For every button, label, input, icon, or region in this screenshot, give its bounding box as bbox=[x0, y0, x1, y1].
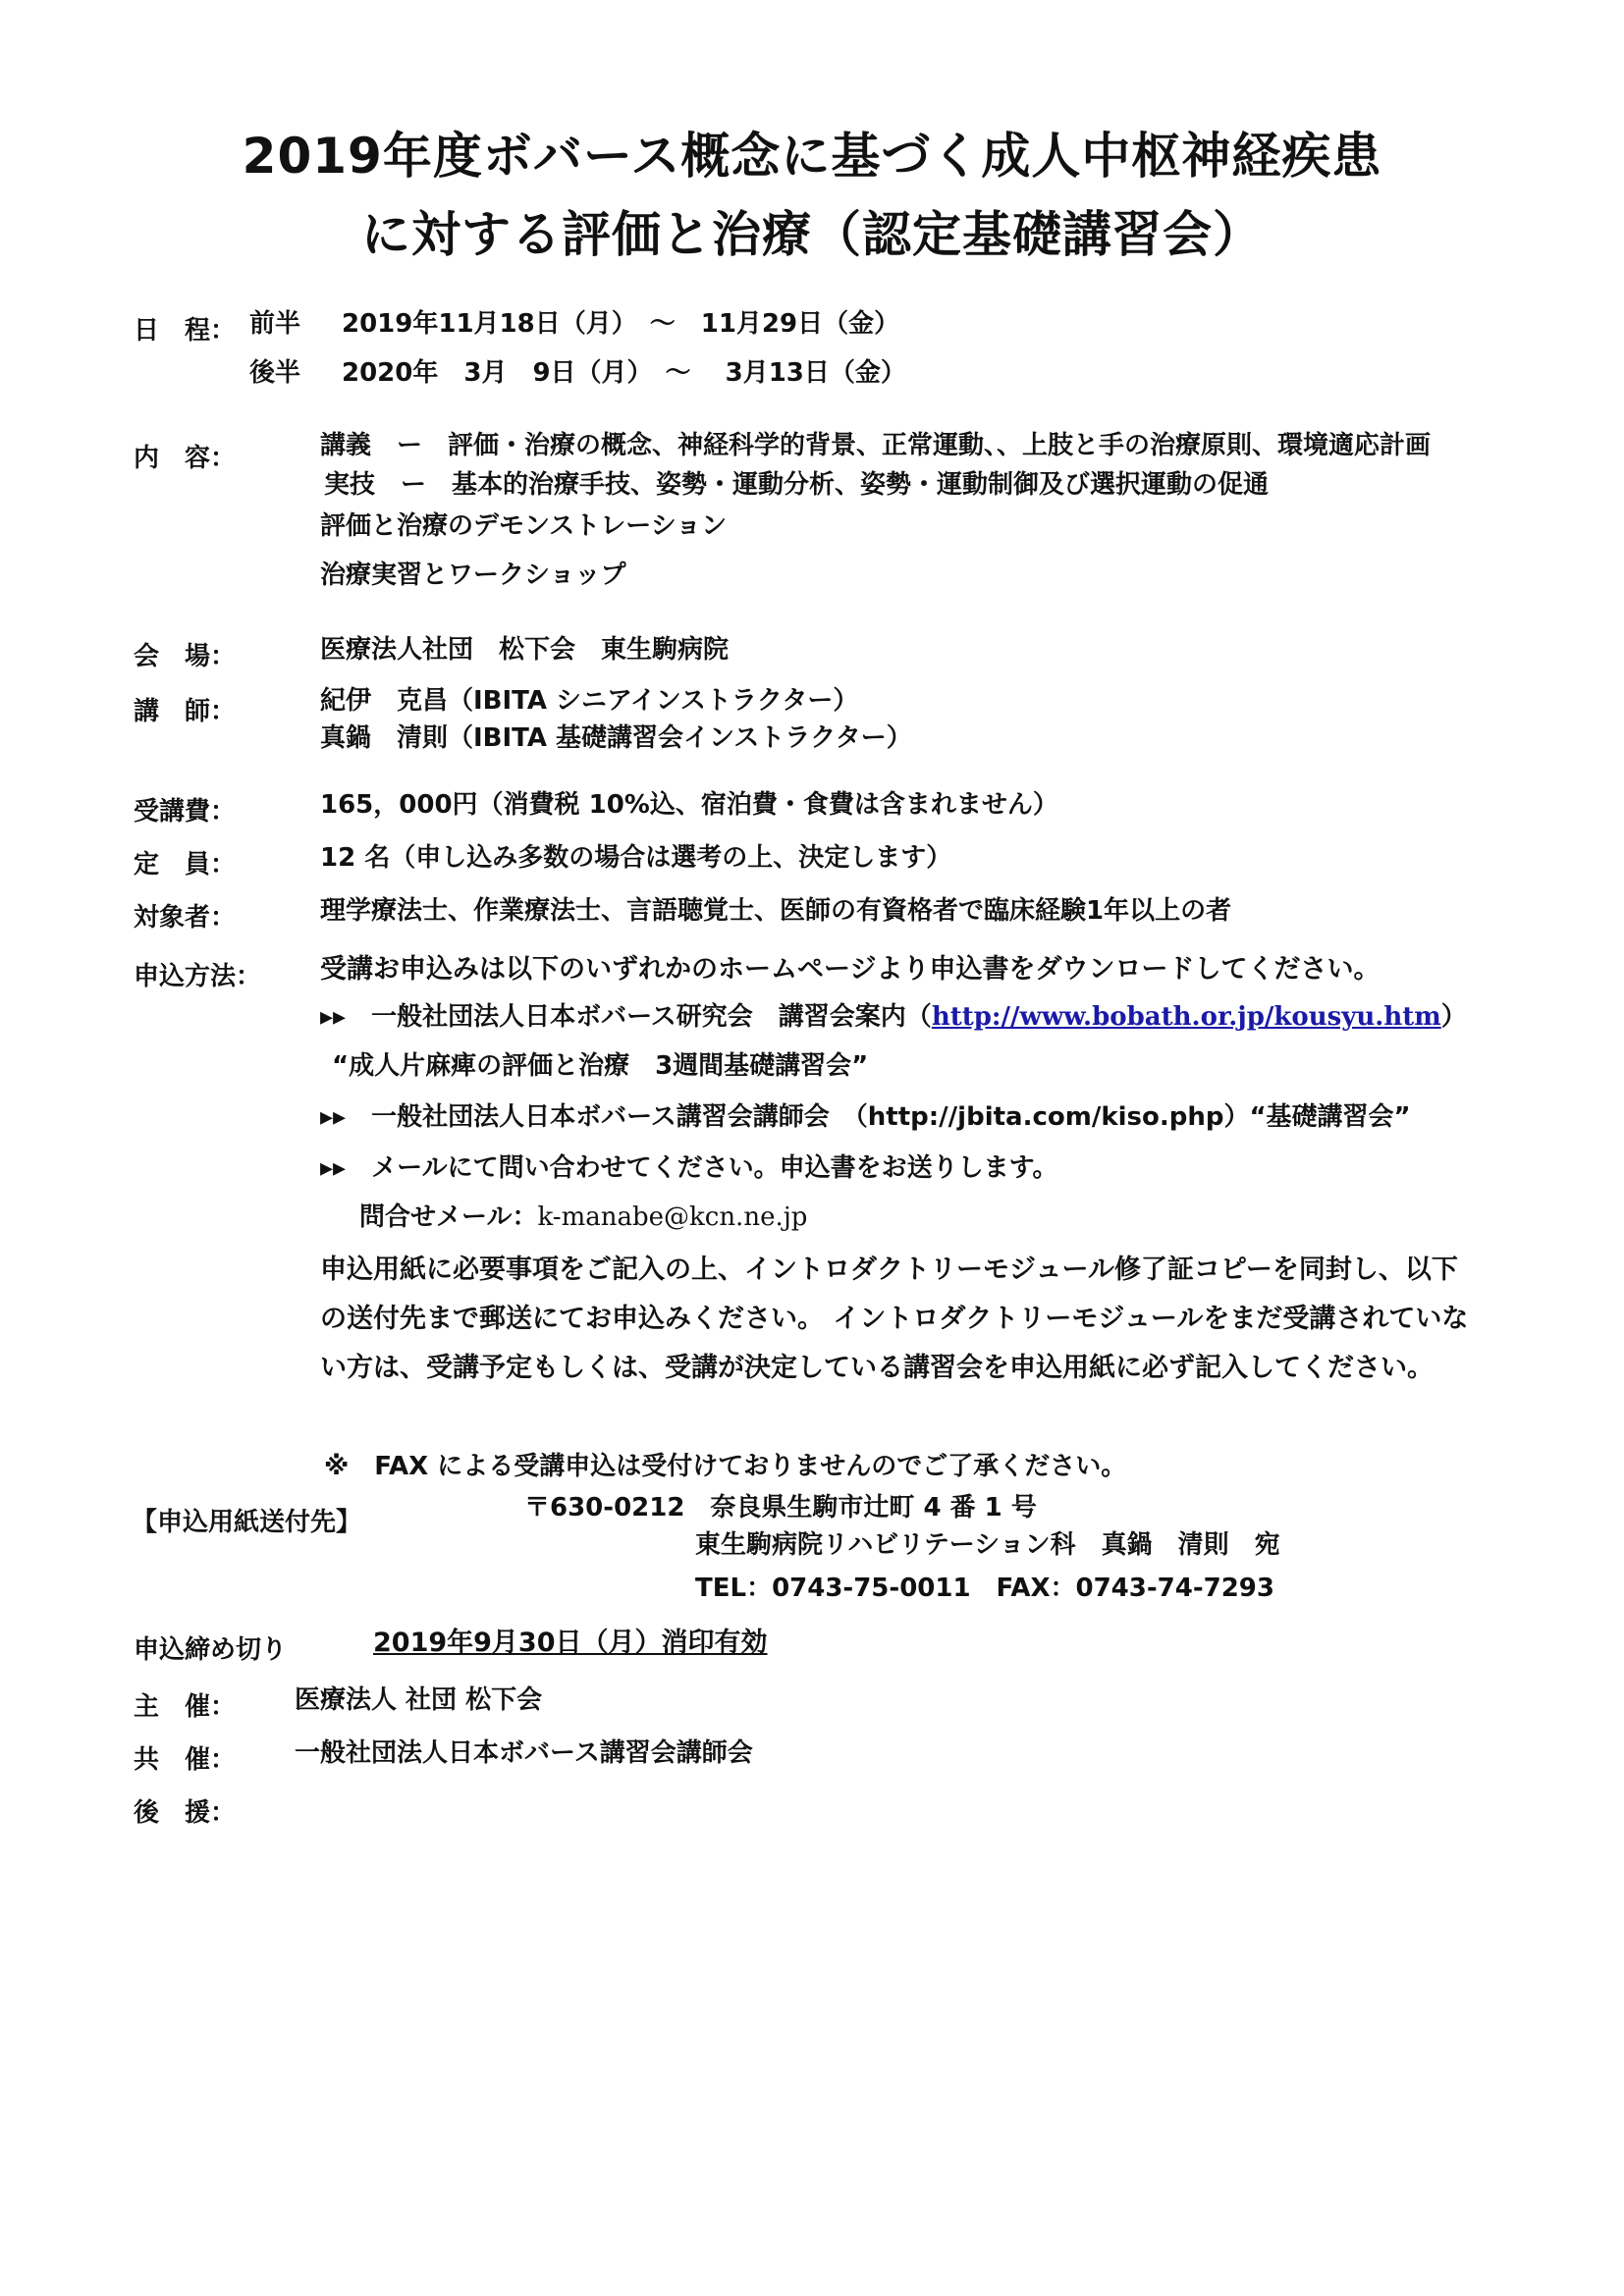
email-row bbox=[359, 1203, 807, 1233]
capacity-label: 定 員： bbox=[134, 850, 237, 880]
schedule-second-dates: 2020年 3月 9日（月） ～ 3月13日（金） bbox=[342, 358, 906, 388]
schedule-first-label: 前半 bbox=[249, 309, 301, 339]
cosponsor-value: 一般社団法人日本ボバース講習会講師会 bbox=[295, 1738, 753, 1768]
application-item-3: ▸▸ メールにて問い合わせてください。申込書をお送りします。 bbox=[320, 1153, 1058, 1183]
application-item-1 bbox=[320, 1003, 1467, 1033]
email-label: 問合せメール： bbox=[359, 1202, 538, 1232]
title-line-2: に対する評価と治療（認定基礎講習会） bbox=[361, 206, 1263, 263]
content-label: 内 容： bbox=[134, 444, 237, 473]
content-line-1: 講義 ー 評価・治療の概念、神経科学的背景、正常運動、、上肢と手の治療原則、環境適応計画 bbox=[320, 431, 1432, 460]
application-para-1: 申込用紙に必要事項をご記入の上、イントロダクトリーモジュール修了証コピーを同封し、以下 bbox=[320, 1255, 1458, 1285]
fee-label: 受講費： bbox=[134, 797, 237, 827]
mailing-address-2: 東生駒病院リハビリテーション科 真鍋 清則 宛 bbox=[695, 1530, 1280, 1560]
application-item-1-sub: “成人片麻痺の評価と治療 3週間基礎講習会” bbox=[332, 1051, 869, 1081]
venue-label: 会 場： bbox=[134, 642, 237, 671]
deadline-value: 2019年9月30日（月）消印有効 bbox=[373, 1628, 768, 1658]
content-line-4: 治療実習とワークショップ bbox=[320, 561, 626, 590]
application-intro: 受講お申込みは以下のいずれかのホームページより申込書をダウンロードしてください。 bbox=[320, 954, 1380, 985]
schedule-second-label: 後半 bbox=[249, 358, 301, 388]
content-line-2: 実技 ー 基本的治療手技、姿勢・運動分析、姿勢・運動制御及び選択運動の促通 bbox=[324, 470, 1270, 500]
capacity-value: 12 名（申し込み多数の場合は選考の上、決定します） bbox=[320, 843, 952, 873]
instructor-1: 紀伊 克昌（IBITA シニアインストラクター） bbox=[320, 686, 859, 716]
venue-value: 医療法人社団 松下会 東生駒病院 bbox=[320, 635, 730, 665]
application-item-1-suffix: ） bbox=[1440, 1002, 1467, 1032]
mailing-address-1: 〒630-0212 奈良県生駒市辻町 4 番 1 号 bbox=[524, 1493, 1037, 1522]
target-label: 対象者： bbox=[134, 903, 237, 933]
application-item-1-prefix: ▸▸ 一般社団法人日本ボバース研究会 講習会案内（ bbox=[320, 1002, 932, 1032]
application-para-2: の送付先まで郵送にてお申込みください。 イントロダクトリーモジュールをまだ受講されていな bbox=[320, 1304, 1469, 1334]
fax-note: ※ FAX による受講申込は受付けておりませんのでご了承ください。 bbox=[324, 1452, 1127, 1481]
email-address[interactable]: k-manabe@kcn.ne.jp bbox=[537, 1202, 808, 1232]
schedule-label: 日 程： bbox=[134, 316, 237, 346]
bobath-link[interactable]: http://www.bobath.or.jp/kousyu.htm bbox=[931, 1002, 1441, 1032]
application-label: 申込方法： bbox=[134, 962, 262, 991]
fee-value: 165，000円（消費税 10%込、宿泊費・食費は含まれません） bbox=[320, 790, 1058, 820]
schedule-first-dates: 2019年11月18日（月） ～ 11月29日（金） bbox=[342, 309, 900, 339]
application-para-3: い方は、受講予定もしくは、受講が決定している講習会を申込用紙に必ず記入してください。 bbox=[320, 1353, 1434, 1383]
instructors-label: 講 師： bbox=[134, 697, 237, 726]
organizer-label: 主 催： bbox=[134, 1692, 237, 1722]
deadline-label: 申込締め切り bbox=[134, 1635, 288, 1665]
mailing-phone: TEL：0743-75-0011 FAX：0743-74-7293 bbox=[695, 1574, 1274, 1603]
cosponsor-label: 共 催： bbox=[134, 1745, 237, 1775]
content-line-3: 評価と治療のデモンストレーション bbox=[320, 511, 728, 541]
support-label: 後 援： bbox=[134, 1798, 237, 1828]
title-line-1: 2019年度ボバース概念に基づく成人中枢神経疾患 bbox=[242, 128, 1382, 185]
target-value: 理学療法士、作業療法士、言語聴覚士、医師の有資格者で臨床経験1年以上の者 bbox=[320, 896, 1232, 926]
instructor-2: 真鍋 清則（IBITA 基礎講習会インストラクター） bbox=[320, 723, 912, 753]
application-item-2: ▸▸ 一般社団法人日本ボバース講習会講師会 （http://jbita.com/kiso.php）“基礎講習会” bbox=[320, 1102, 1411, 1132]
mailing-label: 【申込用紙送付先】 bbox=[132, 1508, 362, 1537]
organizer-value: 医療法人 社団 松下会 bbox=[295, 1685, 543, 1715]
